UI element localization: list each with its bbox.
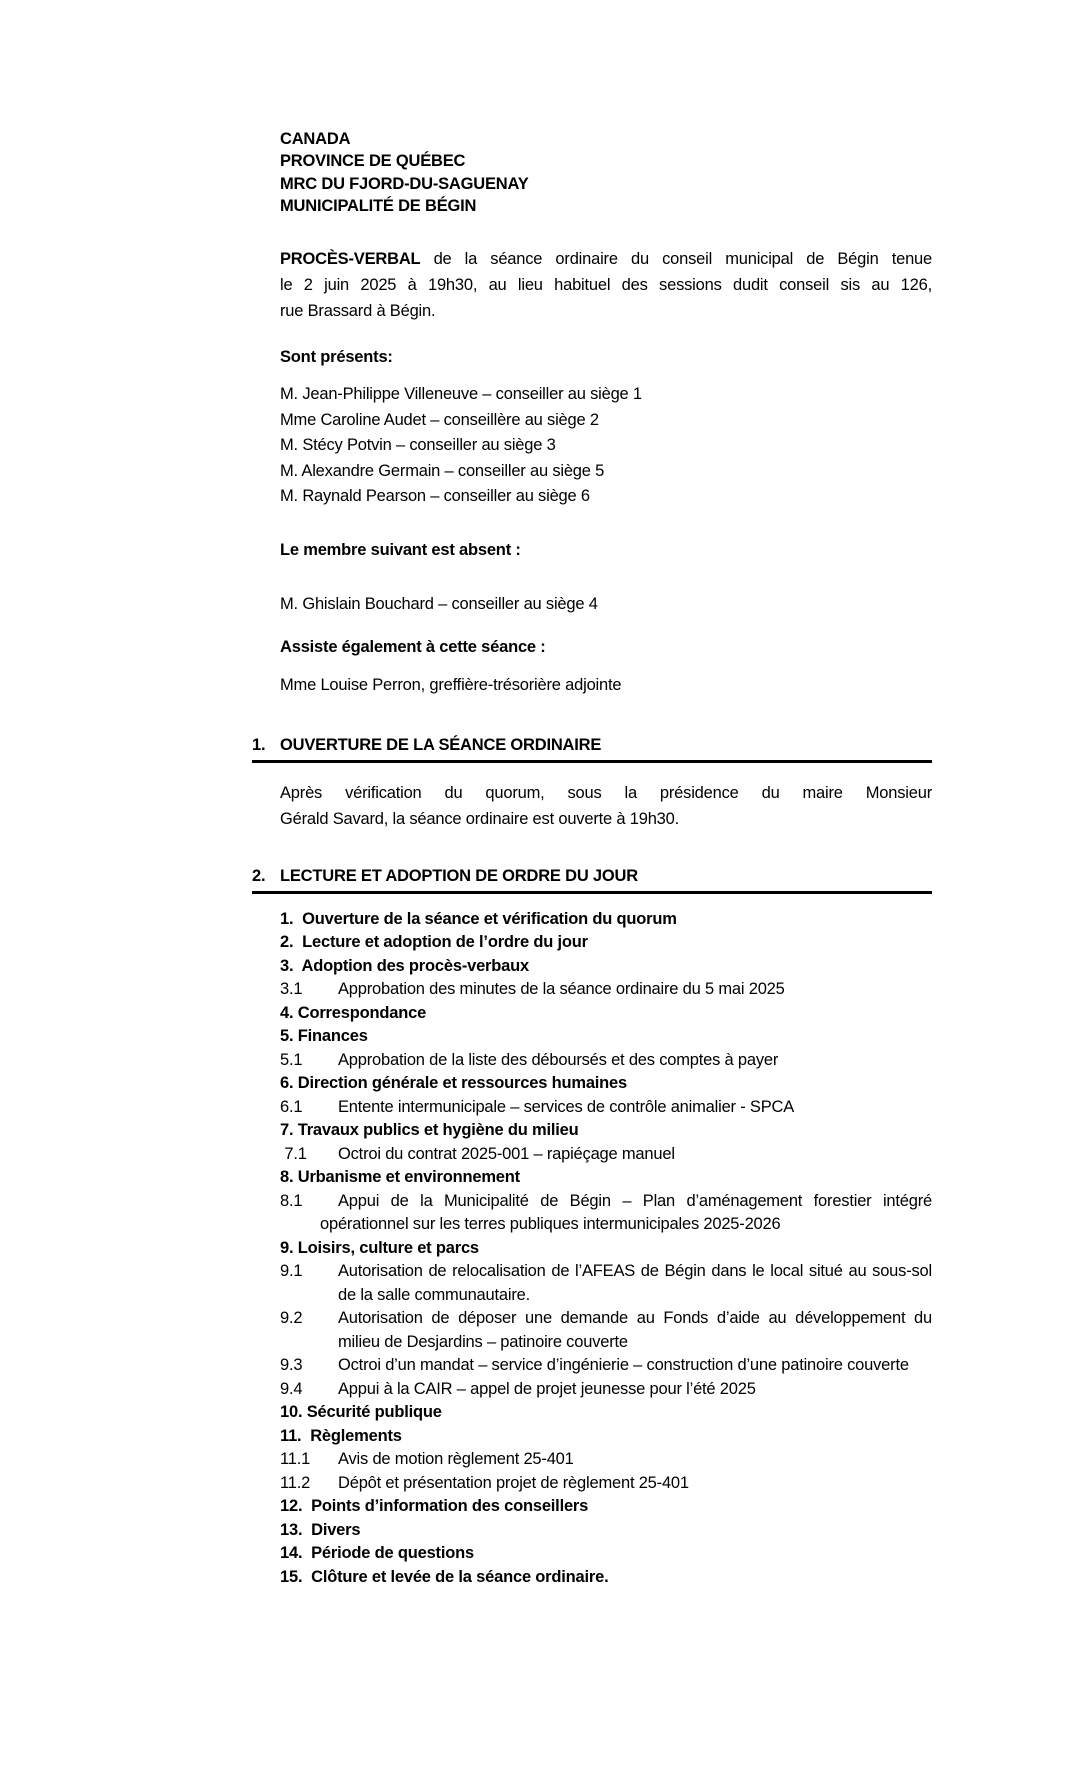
agenda-item-number: 7.1: [280, 1144, 307, 1163]
letterhead-line: MRC DU FJORD-DU-SAGUENAY: [280, 174, 529, 193]
agenda-item-text: 6. Direction générale et ressources humaines: [280, 1074, 628, 1093]
agenda-item-text: Appui à la CAIR – appel de projet jeunesse pour l’été 2025: [338, 1379, 756, 1398]
agenda-item-text: 13. Divers: [280, 1520, 361, 1539]
agenda-item-number: 9.3: [280, 1356, 303, 1375]
agenda-item: [280, 1025, 932, 1049]
agenda-item-text: 5. Finances: [280, 1027, 368, 1046]
present-heading: Sont présents:: [280, 348, 393, 367]
agenda-item-number: 11.2: [280, 1473, 311, 1492]
agenda-item-text: Avis de motion règlement 25-401: [338, 1450, 574, 1469]
section-1-title: OUVERTURE DE LA SÉANCE ORDINAIRE: [280, 735, 602, 754]
section-2-number: 2.: [252, 866, 266, 885]
agenda-item-text: 2. Lecture et adoption de l’ordre du jour: [280, 933, 588, 952]
member-line: M. Stécy Potvin – conseiller au siège 3: [280, 436, 556, 455]
agenda-item-number: 9.1: [280, 1262, 303, 1281]
attendee-heading: Assiste également à cette séance :: [280, 637, 546, 656]
paragraph-line: [280, 272, 932, 298]
paragraph-text: Gérald Savard, la séance ordinaire est ouverte à 19h30.: [280, 809, 680, 828]
agenda-item-text: Approbation des minutes de la séance ordinaire du 5 mai 2025: [338, 980, 785, 999]
member-line: M. Jean-Philippe Villeneuve – conseiller au siège 1: [280, 385, 642, 404]
agenda-item-text: 3. Adoption des procès-verbaux: [280, 956, 529, 975]
agenda-item-text: Autorisation de déposer une demande au Fonds d’aide au développement du milieu de Desjardins – patinoire couverte: [338, 1309, 932, 1351]
section-1-number: 1.: [252, 735, 266, 754]
agenda-item: [280, 1002, 932, 1026]
intro-paragraph: [280, 246, 932, 324]
agenda-item-text: Dépôt et présentation projet de règlement 25-401: [338, 1473, 689, 1492]
member-line: M. Alexandre Germain – conseiller au siège 5: [280, 461, 605, 480]
agenda-item: [280, 1566, 932, 1590]
letterhead-line: CANADA: [280, 130, 351, 148]
agenda-item: [280, 1190, 932, 1237]
agenda-item-text: Octroi d’un mandat – service d’ingénierie – construction d’une patinoire couverte: [338, 1356, 909, 1375]
agenda-item: [280, 1096, 932, 1120]
agenda-item: [280, 1401, 932, 1425]
agenda-item: [280, 1519, 932, 1543]
agenda-item-text: 4. Correspondance: [280, 1003, 427, 1022]
agenda-item-number: 9.4: [280, 1379, 303, 1398]
agenda-item: [280, 1119, 932, 1143]
agenda-item-text: Octroi du contrat 2025-001 – rapiéçage manuel: [338, 1144, 675, 1163]
section-1-heading: [252, 732, 932, 763]
agenda-item-text: 8. Urbanisme et environnement: [280, 1168, 520, 1187]
agenda-item: [280, 1495, 932, 1519]
paragraph-text: rue Brassard à Bégin.: [280, 302, 436, 321]
member-line: Mme Caroline Audet – conseillère au siège 2: [280, 410, 599, 429]
agenda-item-text: Entente intermunicipale – services de contrôle animalier - SPCA: [338, 1097, 795, 1116]
present-members-list: [280, 382, 932, 510]
letterhead-line: MUNICIPALITÉ DE BÉGIN: [280, 196, 477, 215]
paragraph-line: [280, 780, 932, 806]
paragraph-line: [280, 806, 932, 832]
agenda-item-number: 11.1: [280, 1450, 311, 1469]
section-2-title: LECTURE ET ADOPTION DE ORDRE DU JOUR: [280, 866, 638, 885]
agenda-item-number: 8.1: [280, 1191, 303, 1210]
agenda-item-text: 11. Règlements: [280, 1426, 402, 1445]
agenda-item: [280, 1307, 932, 1354]
attendee: Mme Louise Perron, greffière-trésorière adjointe: [280, 675, 622, 694]
agenda-item: [280, 1378, 932, 1402]
agenda-item-text: Appui de la Municipalité de Bégin – Plan d’aménagement forestier intégré opérationnel sur les terres publiques intermunicipales 2025-2026: [320, 1191, 932, 1234]
agenda-item: [280, 1448, 932, 1472]
agenda-item: [280, 1542, 932, 1566]
agenda-item-text: Autorisation de relocalisation de l’AFEAS de Bégin dans le local situé au sous-sol de la salle communautaire.: [338, 1262, 932, 1304]
section-1-paragraph: [280, 780, 932, 832]
agenda-item: [280, 1260, 932, 1307]
agenda-item-text: 10. Sécurité publique: [280, 1403, 442, 1422]
paragraph-text: le 2 juin 2025 à 19h30, au lieu habituel des sessions dudit conseil sis au 126,: [280, 276, 932, 295]
member-line: M. Raynald Pearson – conseiller au siège 6: [280, 487, 590, 506]
agenda-item: [280, 1237, 932, 1261]
absent-heading: Le membre suivant est absent :: [280, 540, 521, 559]
agenda-item: [280, 978, 932, 1002]
agenda-item-text: Approbation de la liste des déboursés et des comptes à payer: [338, 1050, 779, 1069]
agenda-list: [280, 908, 932, 1590]
agenda-item-text: 15. Clôture et levée de la séance ordinaire.: [280, 1567, 609, 1586]
agenda-item: [280, 1049, 932, 1073]
agenda-item-text: 12. Points d’information des conseillers: [280, 1497, 589, 1516]
paragraph-text: Après vérification du quorum, sous la présidence du maire Monsieur: [280, 783, 932, 802]
paragraph-line: [280, 298, 932, 324]
agenda-item: [280, 1425, 932, 1449]
bold-lead: PROCÈS-VERBAL: [280, 250, 421, 269]
paragraph-line: [280, 246, 932, 272]
agenda-item: [280, 1472, 932, 1496]
agenda-item: [280, 1166, 932, 1190]
agenda-item: [280, 955, 932, 979]
paragraph-text: de la séance ordinaire du conseil municipal de Bégin tenue: [420, 250, 932, 269]
agenda-item: [280, 1072, 932, 1096]
agenda-item: [280, 908, 932, 932]
absent-member: M. Ghislain Bouchard – conseiller au siège 4: [280, 594, 598, 613]
agenda-item: [280, 1143, 932, 1167]
agenda-item: [280, 1354, 932, 1378]
agenda-item-text: 7. Travaux publics et hygiène du milieu: [280, 1121, 579, 1140]
agenda-item-text: 9. Loisirs, culture et parcs: [280, 1238, 479, 1257]
agenda-item-number: 5.1: [280, 1050, 303, 1069]
letterhead-line: PROVINCE DE QUÉBEC: [280, 152, 466, 171]
agenda-item-text: 14. Période de questions: [280, 1544, 474, 1563]
agenda-item-number: 6.1: [280, 1097, 303, 1116]
agenda-item: [280, 931, 932, 955]
section-2-heading: [252, 863, 932, 894]
agenda-item-number: 3.1: [280, 980, 303, 999]
agenda-item-text: 1. Ouverture de la séance et vérification du quorum: [280, 909, 677, 928]
letterhead: [280, 128, 932, 217]
agenda-item-number: 9.2: [280, 1309, 303, 1328]
